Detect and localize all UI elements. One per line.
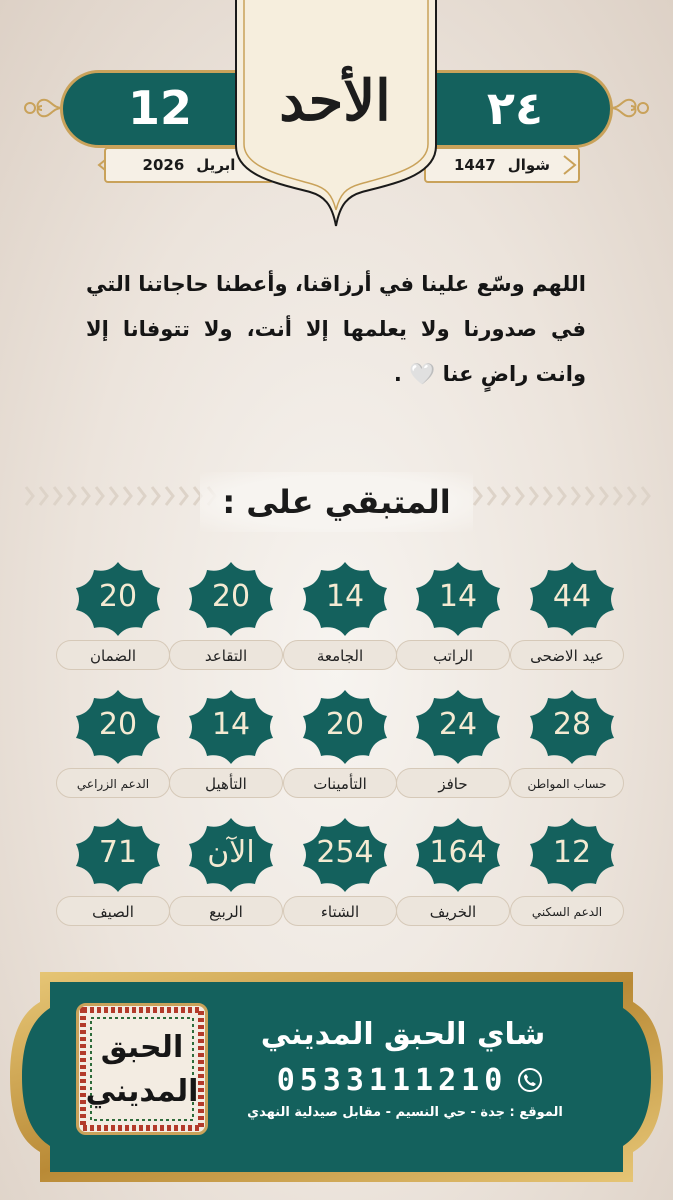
chevron-mark bbox=[82, 487, 89, 505]
chevron-mark bbox=[96, 487, 103, 505]
chevron-mark bbox=[138, 487, 145, 505]
countdown-label: الضمان bbox=[56, 640, 170, 670]
hijri-month: شوال bbox=[507, 156, 551, 174]
pill-cap-right-icon bbox=[562, 154, 578, 176]
countdown-item bbox=[283, 816, 405, 931]
chevron-mark bbox=[54, 487, 61, 505]
countdown-item bbox=[510, 560, 632, 675]
countdown-item bbox=[56, 688, 178, 803]
countdown-value: 24 bbox=[438, 707, 478, 742]
remaining-title: المتبقي على : bbox=[200, 472, 473, 532]
countdown-label: الجامعة bbox=[283, 640, 397, 670]
chevron-mark bbox=[642, 487, 649, 505]
countdown-label: التأهيل bbox=[169, 768, 283, 798]
gregorian-month: ابريل bbox=[196, 156, 236, 174]
chevron-mark bbox=[516, 487, 523, 505]
countdown-value: 20 bbox=[98, 707, 138, 742]
chevron-mark bbox=[572, 487, 579, 505]
chevron-mark bbox=[530, 487, 537, 505]
logo-line-2: المديني bbox=[85, 1074, 199, 1109]
chevron-mark bbox=[502, 487, 509, 505]
chevron-mark bbox=[152, 487, 159, 505]
countdown-item bbox=[169, 560, 291, 675]
countdown-label: التأمينات bbox=[283, 768, 397, 798]
chevron-mark bbox=[180, 487, 187, 505]
chevron-mark bbox=[586, 487, 593, 505]
flourish-right-icon bbox=[607, 86, 651, 130]
countdown-item bbox=[283, 560, 405, 675]
logo-line-1: الحبق bbox=[100, 1030, 184, 1065]
countdown-label: حساب المواطن bbox=[510, 768, 624, 798]
countdown-label: الدعم السكني bbox=[510, 896, 624, 926]
chevron-mark bbox=[68, 487, 75, 505]
countdown-value: 254 bbox=[316, 835, 374, 870]
chevron-mark bbox=[614, 487, 621, 505]
countdown-value: الآن bbox=[207, 835, 255, 870]
countdown-value: 20 bbox=[98, 579, 138, 614]
chevron-mark bbox=[544, 487, 551, 505]
chevron-mark bbox=[110, 487, 117, 505]
countdown-item bbox=[396, 816, 518, 931]
countdown-label: عيد الاضحى bbox=[510, 640, 624, 670]
chevron-mark bbox=[628, 487, 635, 505]
chevron-mark bbox=[600, 487, 607, 505]
countdown-label: الصيف bbox=[56, 896, 170, 926]
shop-name: شاي الحبق المديني bbox=[260, 1017, 546, 1052]
phone-icon bbox=[517, 1067, 543, 1093]
countdown-value: 12 bbox=[552, 835, 592, 870]
countdown-label: الشتاء bbox=[283, 896, 397, 926]
countdown-item bbox=[56, 560, 178, 675]
phone-number[interactable]: 0533111210 bbox=[276, 1062, 508, 1098]
countdown-item bbox=[396, 560, 518, 675]
prayer-text: اللهم وسّع علينا في أرزاقنا، وأعطنا حاجاتنا التي في صدورنا ولا يعلمها إلا أنت، ولا تتوفانا إلا وانت راضٍ عنا 🤍 . bbox=[86, 272, 586, 386]
countdown-value: 14 bbox=[211, 707, 251, 742]
gregorian-day: 12 bbox=[127, 81, 192, 135]
chevron-mark bbox=[26, 487, 33, 505]
logo-text bbox=[79, 1026, 205, 1114]
hijri-date bbox=[424, 147, 580, 183]
countdown-label: الراتب bbox=[396, 640, 510, 670]
chevron-mark bbox=[474, 487, 481, 505]
countdown-value: 20 bbox=[325, 707, 365, 742]
countdown-label: الربيع bbox=[169, 896, 283, 926]
countdown-item bbox=[56, 816, 178, 931]
chevron-mark bbox=[488, 487, 495, 505]
countdown-value: 14 bbox=[325, 579, 365, 614]
countdown-item bbox=[169, 688, 291, 803]
countdown-value: 28 bbox=[552, 707, 592, 742]
countdown-item bbox=[283, 688, 405, 803]
countdown-item bbox=[396, 688, 518, 803]
chevron-mark bbox=[124, 487, 131, 505]
hijri-year: 1447 bbox=[453, 156, 496, 174]
flourish-left-icon bbox=[22, 86, 66, 130]
countdown-label: حافز bbox=[396, 768, 510, 798]
gregorian-year: 2026 bbox=[142, 156, 185, 174]
chevron-mark bbox=[166, 487, 173, 505]
countdown-value: 20 bbox=[211, 579, 251, 614]
countdown-item bbox=[510, 688, 632, 803]
countdown-value: 14 bbox=[438, 579, 478, 614]
shop-address: الموقع : جدة - حي النسيم - مقابل صيدلية النهدي bbox=[247, 1105, 563, 1120]
countdown-label: التقاعد bbox=[169, 640, 283, 670]
chevron-mark bbox=[558, 487, 565, 505]
countdown-value: 71 bbox=[98, 835, 138, 870]
countdown-label: الخريف bbox=[396, 896, 510, 926]
day-name: الأحد bbox=[279, 68, 391, 134]
chevron-mark bbox=[40, 487, 47, 505]
countdown-item bbox=[510, 816, 632, 931]
countdown-label: الدعم الزراعي bbox=[56, 768, 170, 798]
countdown-value: 164 bbox=[429, 835, 487, 870]
shop-logo bbox=[76, 1003, 208, 1135]
hijri-day: ٢٤ bbox=[486, 81, 544, 135]
countdown-item bbox=[169, 816, 291, 931]
countdown-value: 44 bbox=[552, 579, 592, 614]
phone-row[interactable] bbox=[250, 1060, 570, 1100]
